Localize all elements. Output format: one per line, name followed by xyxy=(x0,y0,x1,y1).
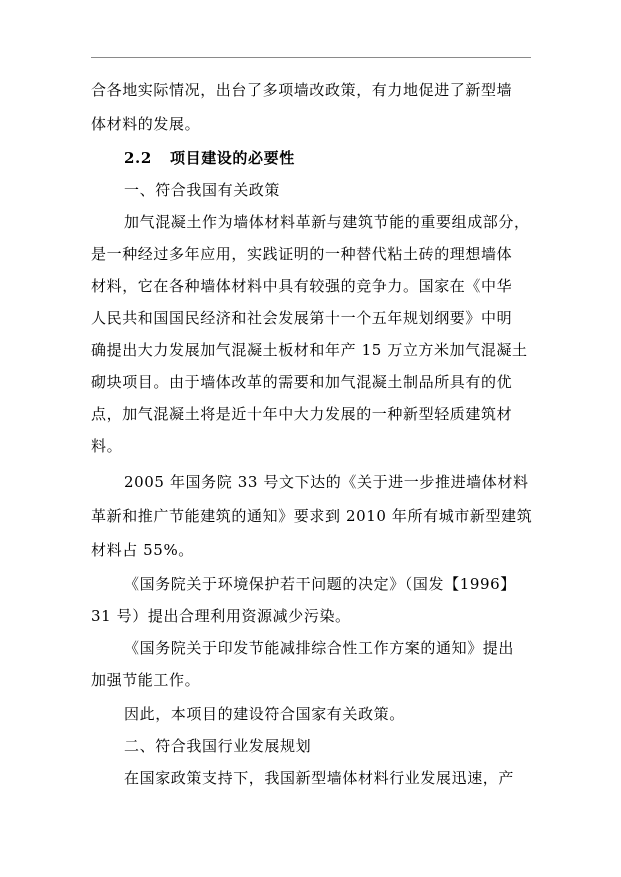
body-text-line: 料。 xyxy=(91,437,123,455)
subsection-heading: 二、符合我国行业发展规划 xyxy=(124,737,312,755)
body-text-line: 革新和推广节能建筑的通知》要求到 2010 年所有城市新型建筑 xyxy=(91,507,533,525)
body-text-line: 在国家政策支持下，我国新型墙体材料行业发展迅速，产 xyxy=(124,769,515,787)
subsection-heading: 一、符合我国有关政策 xyxy=(124,181,281,199)
body-text-line: 砌块项目。由于墙体改革的需要和加气混凝土制品所具有的优 xyxy=(91,373,513,391)
section-title: 项目建设的必要性 xyxy=(170,149,295,167)
body-text-line: 材料占 55%。 xyxy=(91,541,194,559)
body-text-line: 31 号）提出合理利用资源减少污染。 xyxy=(91,607,351,625)
body-text-line: 是一种经过多年应用，实践证明的一种替代粘土砖的理想墙体 xyxy=(91,245,513,263)
body-text-line: 加气混凝土作为墙体材料革新与建筑节能的重要组成部分， xyxy=(124,213,530,231)
body-text-line: 2005 年国务院 33 号文下达的《关于进一步推进墙体材料 xyxy=(124,473,529,491)
header-rule xyxy=(91,57,531,58)
section-number: 2.2 xyxy=(124,149,152,167)
body-text-line: 因此，本项目的建设符合国家有关政策。 xyxy=(124,705,405,723)
body-text-line: 人民共和国国民经济和社会发展第十一个五年规划纲要》中明 xyxy=(91,309,513,327)
body-text-line: 点，加气混凝土将是近十年中大力发展的一种新型轻质建筑材 xyxy=(91,405,513,423)
body-text-line: 材料，它在各种墙体材料中具有较强的竞争力。国家在《中华 xyxy=(91,277,513,295)
body-text-line: 《国务院关于环境保护若干问题的决定》（国发【1996】 xyxy=(124,575,516,593)
body-text-line: 确提出大力发展加气混凝土板材和年产 15 万立方米加气混凝土 xyxy=(91,341,528,359)
body-text-line: 加强节能工作。 xyxy=(91,671,201,689)
section-heading xyxy=(124,148,295,168)
body-text-line: 体材料的发展。 xyxy=(91,115,201,133)
body-text-line: 合各地实际情况，出台了多项墙改政策，有力地促进了新型墙 xyxy=(91,81,513,99)
body-text-line: 《国务院关于印发节能减排综合性工作方案的通知》提出 xyxy=(124,639,515,657)
